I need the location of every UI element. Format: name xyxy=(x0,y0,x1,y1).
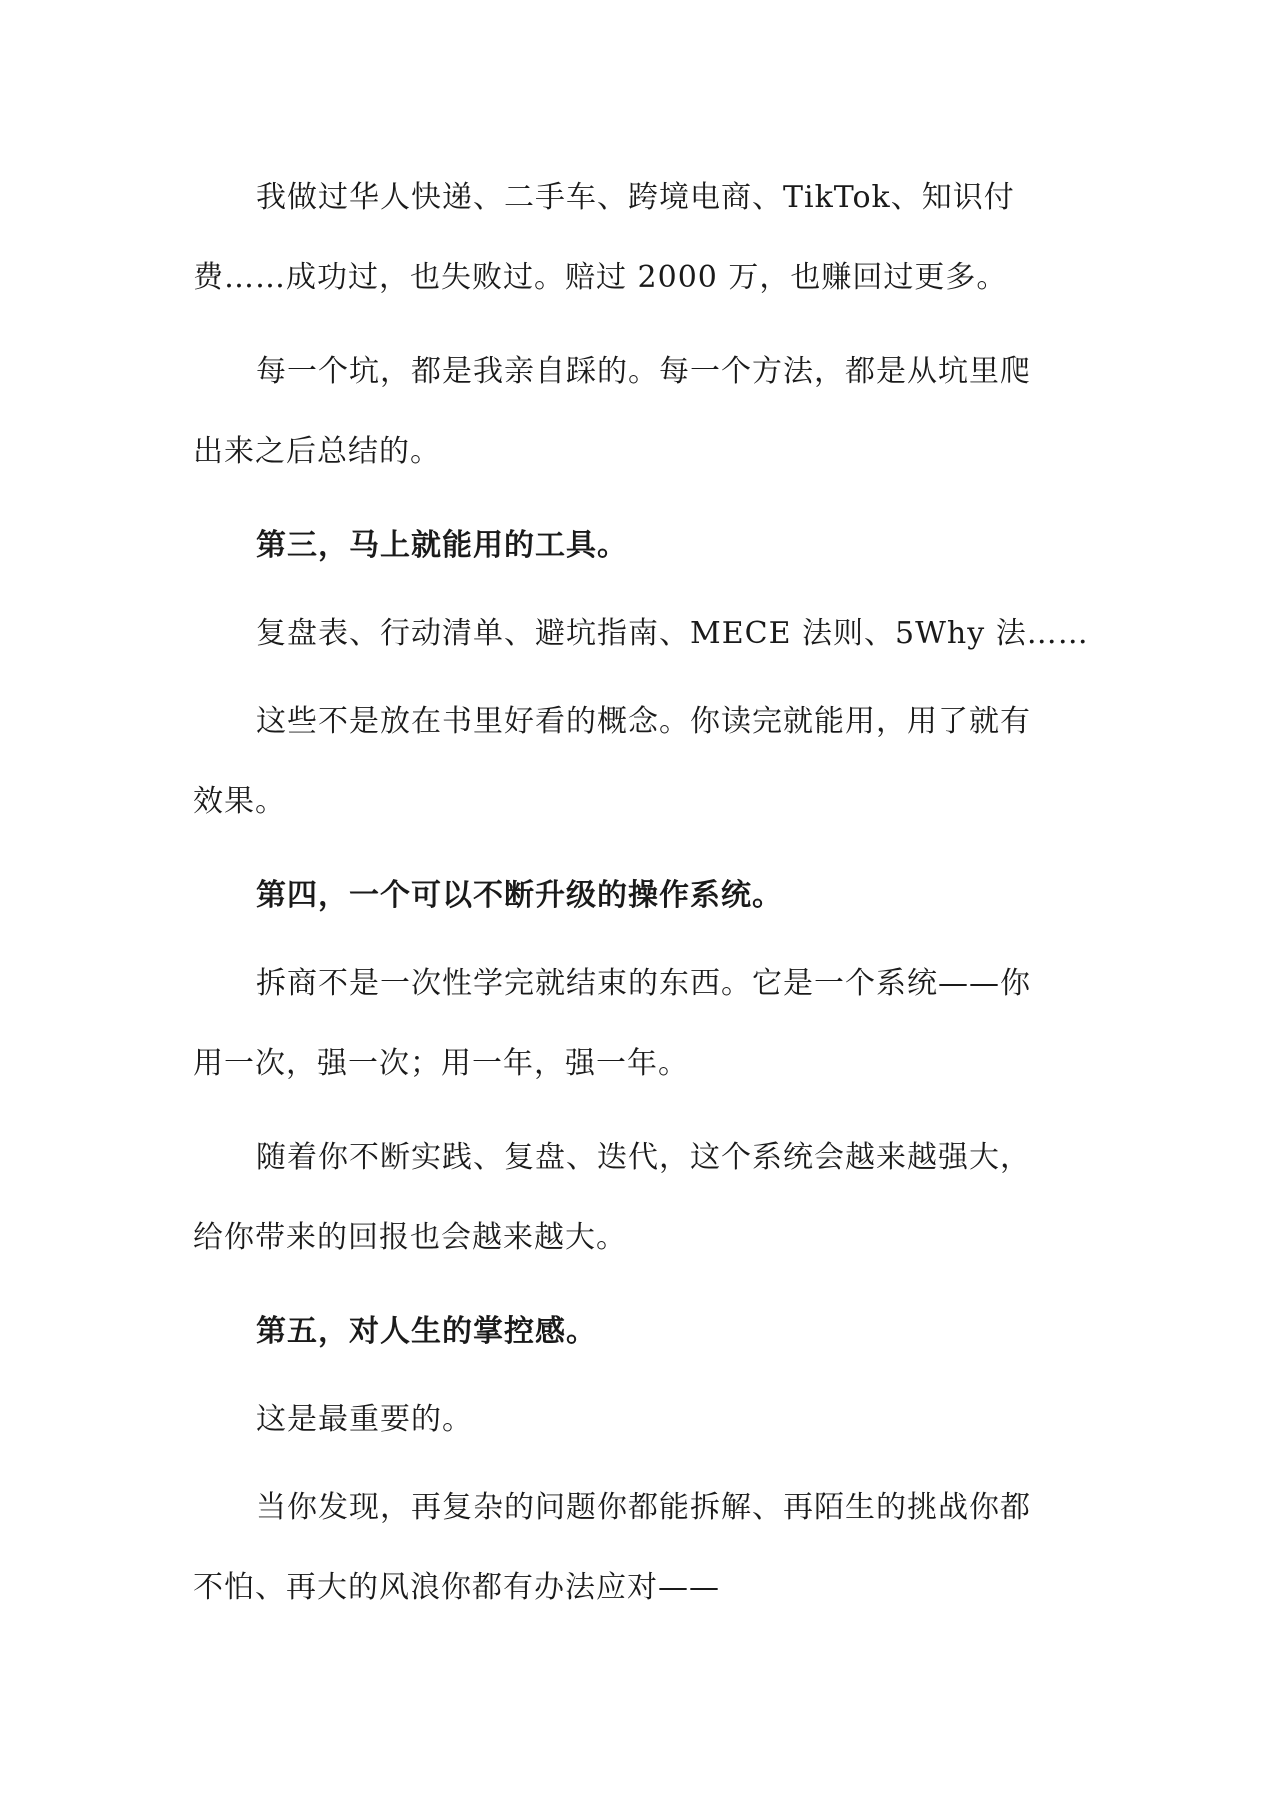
paragraph-7-line-1: 这是最重要的。 xyxy=(256,1402,473,1437)
paragraph-1-line-2: 费……成功过，也失败过。赔过 2000 万，也赚回过更多。 xyxy=(193,260,1008,295)
section-heading-4: 第四，一个可以不断升级的操作系统。 xyxy=(256,878,783,913)
paragraph-5-line-1: 拆商不是一次性学完就结束的东西。它是一个系统——你 xyxy=(256,966,1031,1001)
paragraph-1-line-1: 我做过华人快递、二手车、跨境电商、TikTok、知识付 xyxy=(256,180,1015,215)
paragraph-8-line-1: 当你发现，再复杂的问题你都能拆解、再陌生的挑战你都 xyxy=(256,1490,1031,1525)
paragraph-8-line-2: 不怕、再大的风浪你都有办法应对—— xyxy=(193,1570,720,1605)
paragraph-6-line-2: 给你带来的回报也会越来越大。 xyxy=(193,1220,627,1255)
paragraph-2-line-2: 出来之后总结的。 xyxy=(193,434,441,469)
section-heading-3: 第三，马上就能用的工具。 xyxy=(256,528,628,563)
paragraph-6-line-1: 随着你不断实践、复盘、迭代，这个系统会越来越强大， xyxy=(256,1140,1031,1175)
paragraph-4-line-2: 效果。 xyxy=(193,784,286,819)
paragraph-5-line-2: 用一次，强一次；用一年，强一年。 xyxy=(193,1046,689,1081)
section-heading-5: 第五，对人生的掌控感。 xyxy=(256,1314,597,1349)
paragraph-4-line-1: 这些不是放在书里好看的概念。你读完就能用，用了就有 xyxy=(256,704,1031,739)
paragraph-2-line-1: 每一个坑，都是我亲自踩的。每一个方法，都是从坑里爬 xyxy=(256,354,1031,389)
paragraph-3-line-1: 复盘表、行动清单、避坑指南、MECE 法则、5Why 法…… xyxy=(256,616,1089,651)
